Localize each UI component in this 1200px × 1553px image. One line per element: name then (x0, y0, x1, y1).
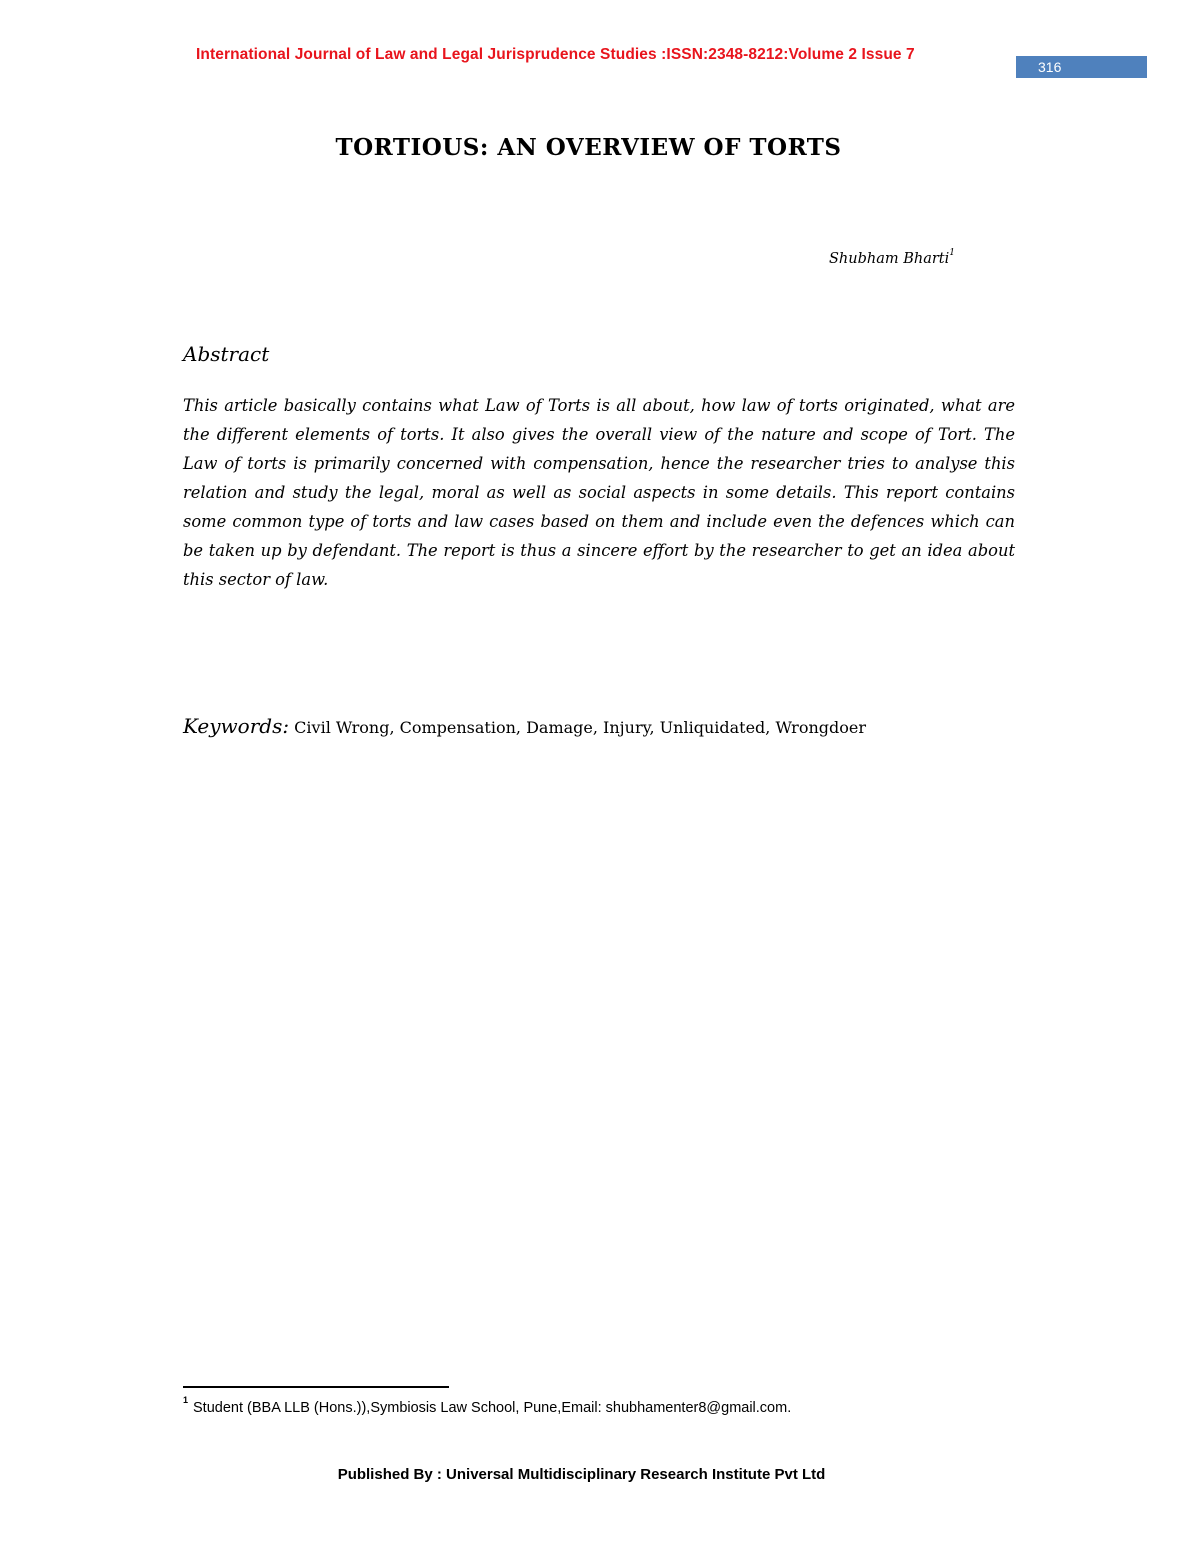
author-name-text: Shubham Bharti (829, 250, 950, 267)
publisher-footer: Published By : Universal Multidisciplinary Research Institute Pvt Ltd (337, 1466, 826, 1483)
footnote-mark: 1 (183, 1395, 189, 1405)
article-title: TORTIOUS: AN OVERVIEW OF TORTS (335, 134, 842, 161)
journal-header: International Journal of Law and Legal Jurisprudence Studies :ISSN:2348-8212:Volume 2 Issue 7 (196, 46, 915, 63)
keywords-line (183, 714, 1083, 738)
author-footnote-mark: 1 (949, 248, 956, 258)
keywords-text: Civil Wrong, Compensation, Damage, Injury, Unliquidated, Wrongdoer (294, 718, 866, 737)
abstract-body: This article basically contains what Law of Torts is all about, how law of torts originated, what are the different elements of torts. It also gives the overall view of the nature and scope of Tort. The Law of torts is primarily concerned with compensation, hence the researcher tries to analyse this relation and study the legal, moral as well as social aspects in some details. This report contains some common type of torts and law cases based on them and include even the defences which can be taken up by defendant. The report is thus a sincere effort by the researcher to get an idea about this sector of law. (183, 396, 1015, 589)
abstract-heading: Abstract (183, 342, 270, 366)
keywords-label: Keywords: (183, 714, 290, 738)
footnote (183, 1395, 1083, 1416)
author-name (829, 250, 955, 267)
footnote-divider (183, 1386, 449, 1388)
footnote-text: Student (BBA LLB (Hons.)),Symbiosis Law School, Pune,Email: shubhamenter8@gmail.com. (193, 1399, 792, 1416)
page-number-badge: 316 (1016, 56, 1147, 78)
